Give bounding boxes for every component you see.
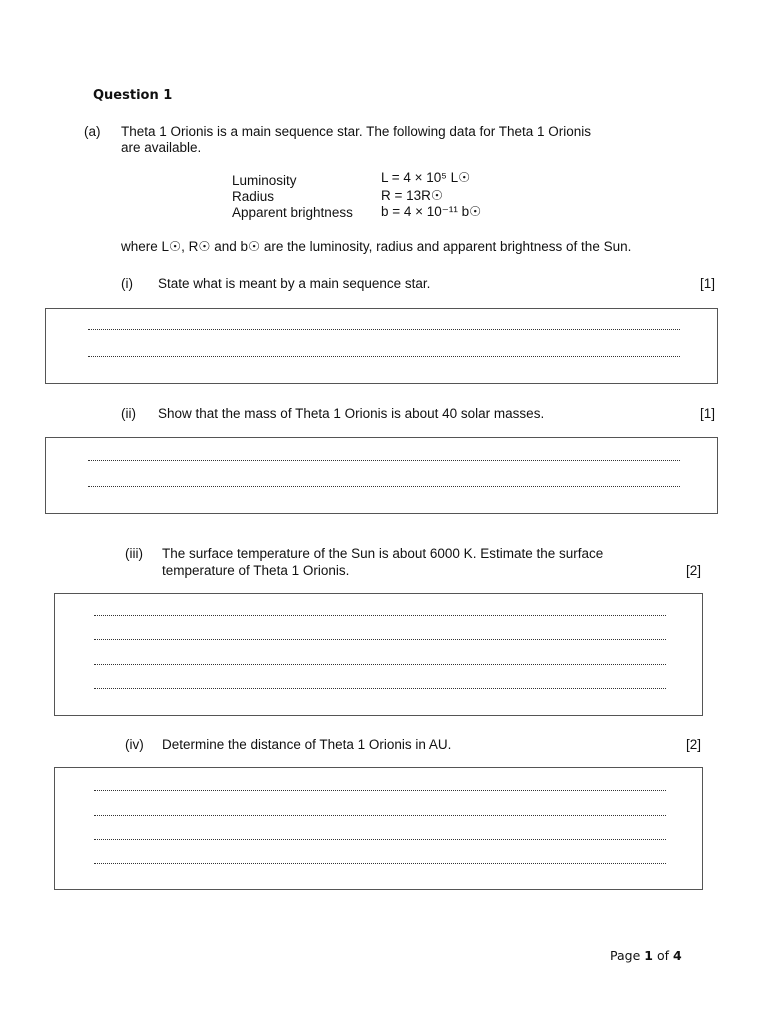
answer-line xyxy=(88,356,680,357)
answer-line xyxy=(94,790,666,791)
question-i-text: State what is meant by a main sequence star. xyxy=(158,276,431,291)
brightness-label: Apparent brightness xyxy=(232,205,353,220)
answer-line xyxy=(94,688,666,689)
answer-box-iii[interactable] xyxy=(54,593,703,716)
part-a-intro-line2: are available. xyxy=(121,140,202,155)
part-a-label: (a) xyxy=(84,124,101,139)
answer-line xyxy=(94,839,666,840)
answer-line xyxy=(88,486,680,487)
luminosity-value: L = 4 × 10⁵ L☉ xyxy=(381,170,471,185)
question-iv-marks: [2] xyxy=(686,737,702,752)
answer-line xyxy=(88,460,680,461)
where-line: where L☉, R☉ and b☉ are the luminosity, radius and apparent brightness of the Sun. xyxy=(121,239,632,254)
answer-box-i[interactable] xyxy=(45,308,718,384)
luminosity-label: Luminosity xyxy=(232,173,297,188)
answer-line xyxy=(88,329,680,330)
question-ii-text: Show that the mass of Theta 1 Orionis is about 40 solar masses. xyxy=(158,406,545,421)
question-iv-number: (iv) xyxy=(125,737,144,752)
question-i-marks: [1] xyxy=(700,276,716,291)
question-iii-text-line1: The surface temperature of the Sun is about 6000 K. Estimate the surface xyxy=(162,546,604,561)
page-total: 4 xyxy=(672,948,682,963)
brightness-value: b = 4 × 10⁻¹¹ b☉ xyxy=(381,204,482,219)
answer-line xyxy=(94,615,666,616)
answer-line xyxy=(94,639,666,640)
answer-line xyxy=(94,863,666,864)
answer-box-ii[interactable] xyxy=(45,437,718,514)
question-iii-number: (iii) xyxy=(125,546,143,561)
question-i-number: (i) xyxy=(121,276,133,291)
question-title: Question 1 xyxy=(93,88,173,103)
answer-box-iv[interactable] xyxy=(54,767,703,890)
of-word: of xyxy=(656,948,669,963)
question-ii-number: (ii) xyxy=(121,406,136,421)
question-iv-text: Determine the distance of Theta 1 Orionis in AU. xyxy=(162,737,452,752)
part-a-intro-line1: Theta 1 Orionis is a main sequence star. The following data for Theta 1 Orionis xyxy=(121,124,592,139)
page-number: 1 xyxy=(644,948,653,963)
answer-line xyxy=(94,815,666,816)
radius-value: R = 13R☉ xyxy=(381,188,444,203)
question-ii-marks: [1] xyxy=(700,406,716,421)
question-iii-marks: [2] xyxy=(686,563,702,578)
question-iii-text-line2: temperature of Theta 1 Orionis. xyxy=(162,563,350,578)
page-word: Page xyxy=(610,948,641,963)
page-footer xyxy=(610,948,682,963)
answer-line xyxy=(94,664,666,665)
radius-label: Radius xyxy=(232,189,275,204)
